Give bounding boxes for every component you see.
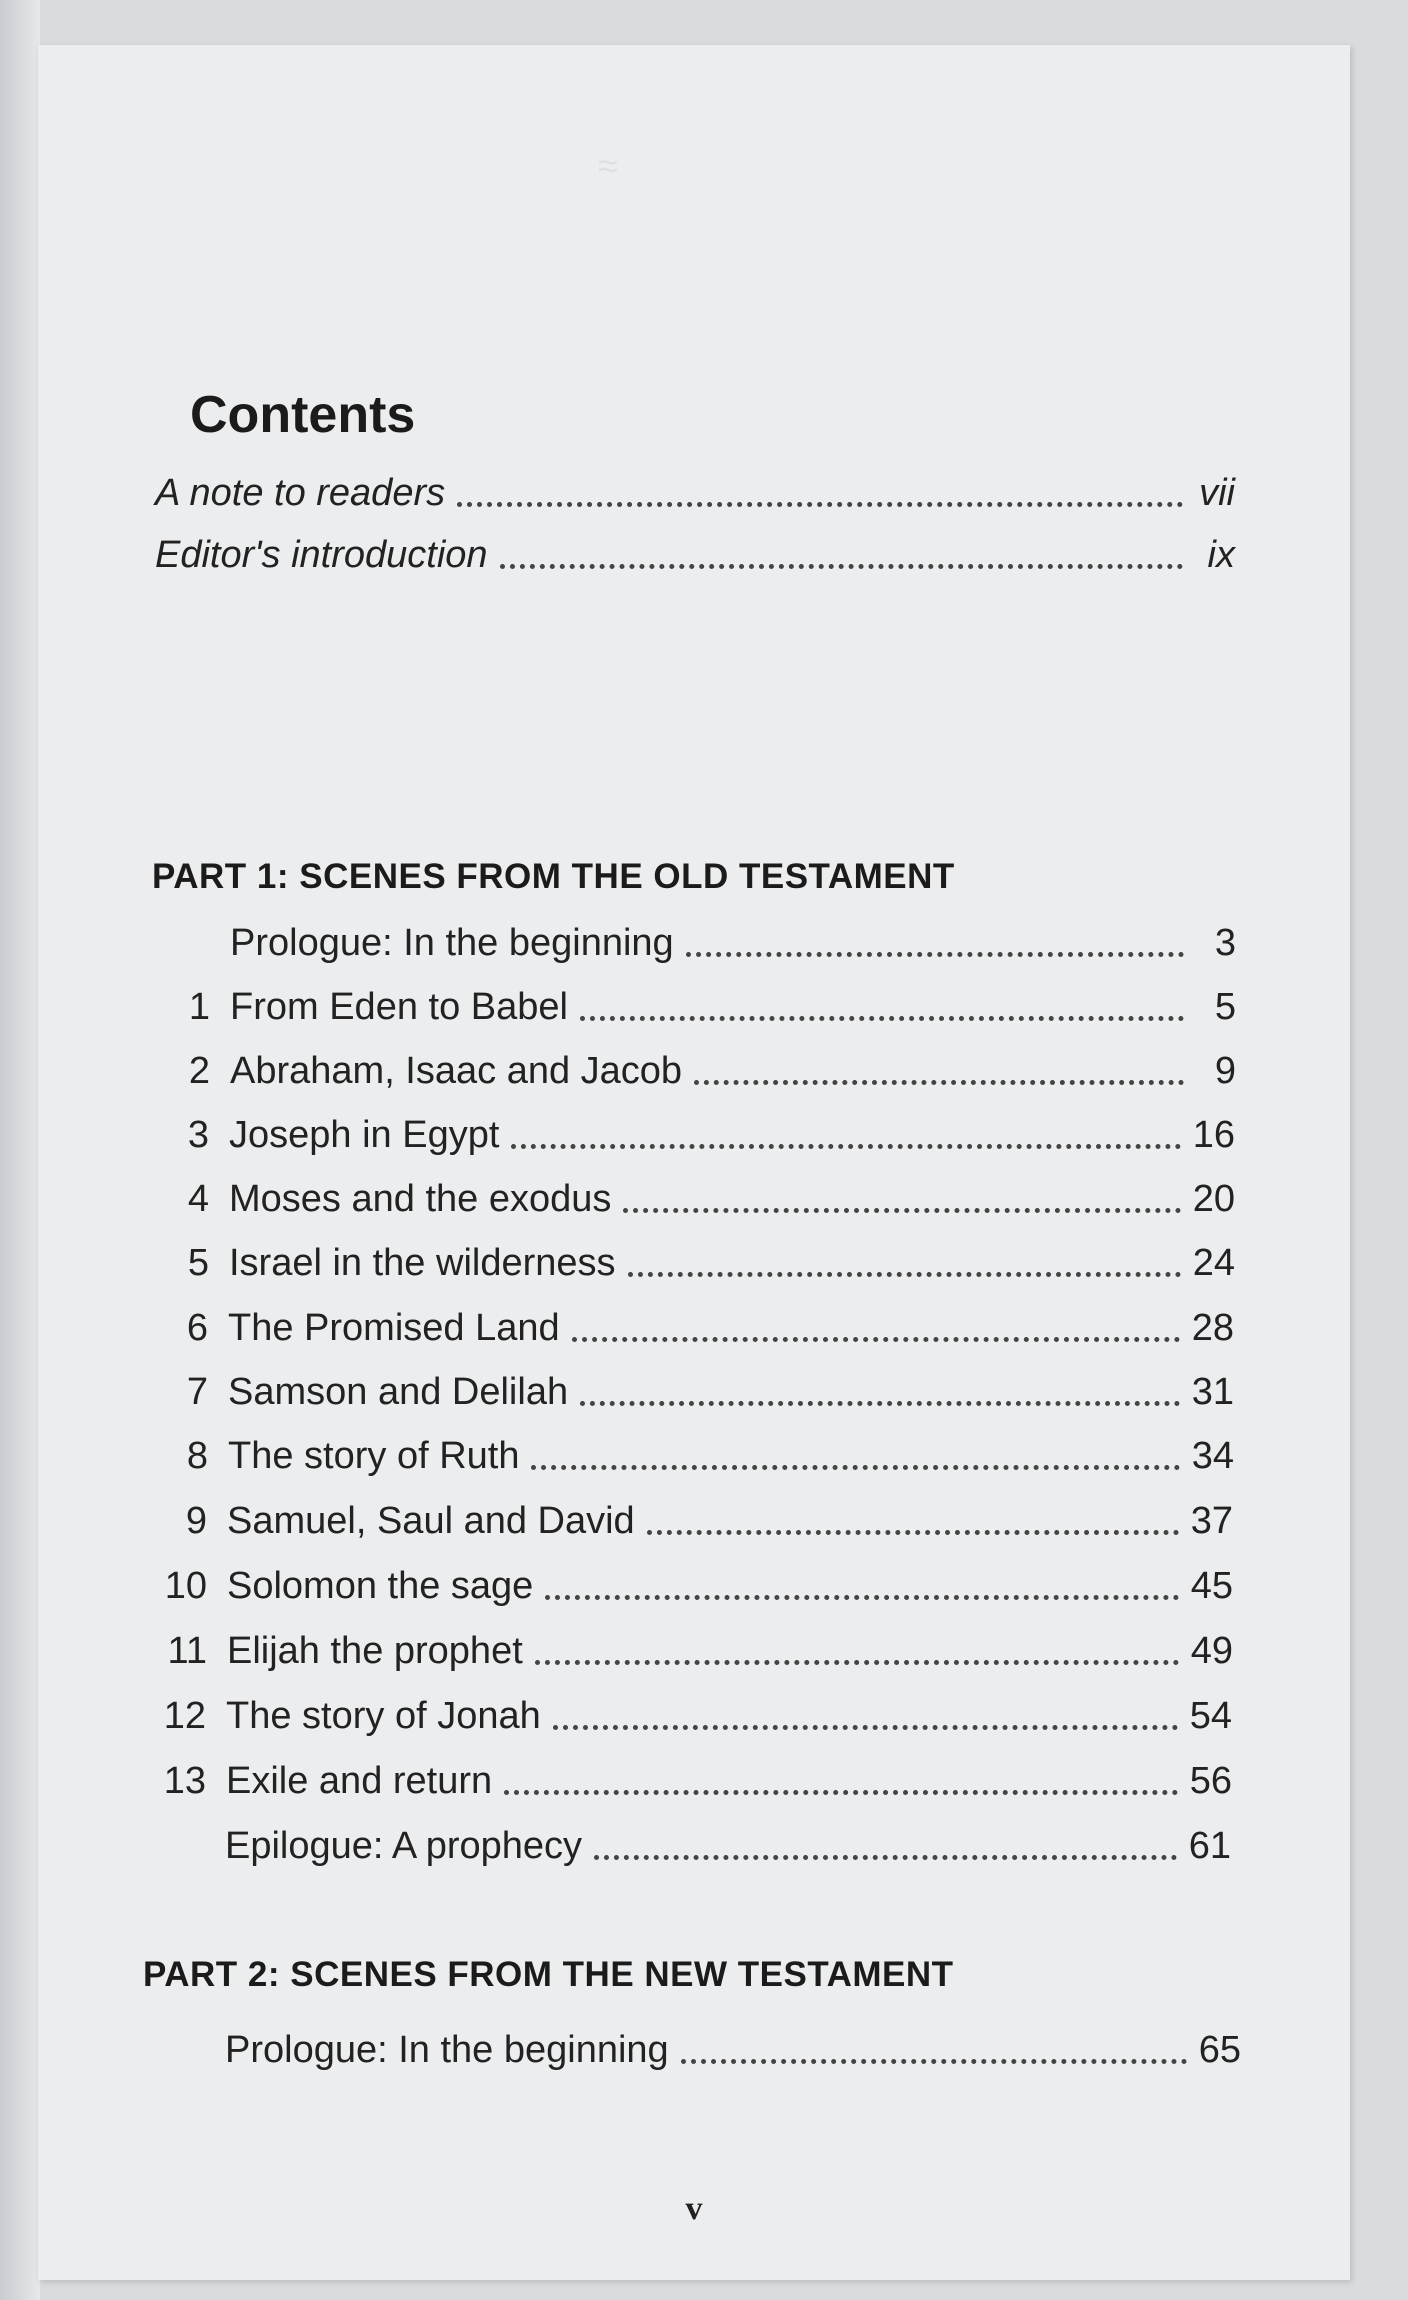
leader-dots	[572, 1293, 1180, 1342]
part-1-heading: PART 1: SCENES FROM THE OLD TESTAMENT	[152, 857, 955, 896]
chapter-number: 2	[188, 1050, 210, 1092]
toc-entry-page: 24	[1192, 1242, 1235, 1284]
toc-entry-title: Abraham, Isaac and Jacob	[230, 1050, 683, 1092]
leader-dots	[553, 1681, 1178, 1730]
toc-entry	[136, 1300, 1234, 1350]
chapter-number: 13	[163, 1760, 206, 1802]
chapter-number: 3	[187, 1114, 209, 1156]
leader-dots	[681, 2015, 1187, 2064]
page-title: Contents	[190, 386, 416, 444]
leader-dots	[504, 1746, 1178, 1795]
toc-entry-page: ix	[1207, 534, 1235, 576]
toc-entry-page: 5	[1214, 986, 1236, 1028]
leader-dots	[686, 908, 1184, 957]
leader-dots	[531, 1421, 1179, 1470]
part-2-heading: PART 2: SCENES FROM THE NEW TESTAMENT	[143, 1955, 954, 1994]
leader-dots	[535, 1616, 1179, 1665]
leader-dots	[694, 1036, 1184, 1085]
chapter-number: 1	[188, 986, 210, 1028]
leader-dots	[457, 458, 1183, 507]
toc-entry-title: From Eden to Babel	[230, 986, 568, 1028]
toc-entry-title: Joseph in Egypt	[229, 1114, 500, 1156]
toc-entry	[137, 1235, 1235, 1285]
toc-entry-front-2	[155, 527, 1235, 577]
toc-entry	[138, 915, 1236, 965]
toc-entry-title: Solomon the sage	[227, 1565, 534, 1607]
toc-entry-title: Samuel, Saul and David	[227, 1500, 635, 1542]
toc-entry	[138, 979, 1236, 1029]
leader-dots	[580, 1357, 1180, 1406]
toc-entry-title: Exile and return	[226, 1760, 493, 1802]
chapter-number: 7	[186, 1371, 208, 1413]
toc-entry-title: Samson and Delilah	[228, 1371, 569, 1413]
page-number-folio: v	[685, 2190, 703, 2227]
toc-entry	[134, 1753, 1232, 1803]
toc-entry-title: A note to readers	[155, 472, 446, 514]
toc-entry-page: 34	[1191, 1435, 1234, 1477]
toc-entry	[138, 1043, 1236, 1093]
leader-dots	[623, 1164, 1180, 1213]
toc-entry-title: The story of Jonah	[226, 1695, 541, 1737]
chapter-number: 4	[187, 1178, 209, 1220]
toc-entry-title: The story of Ruth	[228, 1435, 520, 1477]
toc-entry-title: Epilogue: A prophecy	[225, 1825, 583, 1867]
toc-entry	[136, 1428, 1234, 1478]
toc-entry-page: 20	[1192, 1178, 1235, 1220]
toc-entry-page: 45	[1190, 1565, 1233, 1607]
toc-entry-page: vii	[1199, 472, 1235, 514]
toc-entry	[133, 2022, 1241, 2072]
toc-entry-title: Editor's introduction	[155, 534, 488, 576]
toc-entry-page: 28	[1191, 1307, 1234, 1349]
toc-entry-page: 54	[1189, 1695, 1232, 1737]
book-spine-edge	[0, 0, 40, 2300]
toc-entry-front-1	[155, 465, 1235, 515]
toc-entry	[133, 1818, 1231, 1868]
book-page	[38, 45, 1350, 2280]
toc-entry-page: 65	[1198, 2029, 1241, 2071]
toc-entry-title: Israel in the wilderness	[229, 1242, 616, 1284]
leader-dots	[545, 1551, 1178, 1600]
toc-entry-title: The Promised Land	[228, 1307, 560, 1349]
toc-entry	[134, 1688, 1232, 1738]
toc-entry-page: 37	[1190, 1500, 1233, 1542]
toc-entry-title: Prologue: In the beginning	[230, 922, 674, 964]
toc-entry-page: 9	[1214, 1050, 1236, 1092]
chapter-number: 10	[164, 1565, 207, 1607]
chapter-number: 5	[187, 1242, 209, 1284]
chapter-number: 9	[185, 1500, 207, 1542]
toc-entry-page: 31	[1191, 1371, 1234, 1413]
toc-entry-page: 61	[1188, 1825, 1231, 1867]
toc-entry	[135, 1493, 1233, 1543]
chapter-number: 12	[163, 1695, 206, 1737]
chapter-number: 6	[186, 1307, 208, 1349]
toc-entry-page: 16	[1192, 1114, 1235, 1156]
leader-dots	[628, 1228, 1181, 1277]
toc-entry-page: 56	[1189, 1760, 1232, 1802]
toc-entry	[135, 1623, 1233, 1673]
leader-dots	[500, 520, 1183, 569]
toc-entry-page: 49	[1190, 1630, 1233, 1672]
chapter-number: 11	[167, 1630, 207, 1672]
toc-entry-title: Moses and the exodus	[229, 1178, 612, 1220]
toc-entry-title: Elijah the prophet	[227, 1630, 523, 1672]
toc-entry	[137, 1107, 1235, 1157]
leader-dots	[580, 972, 1184, 1021]
leader-dots	[511, 1100, 1180, 1149]
toc-entry	[137, 1171, 1235, 1221]
leader-dots	[594, 1811, 1177, 1860]
toc-entry	[135, 1558, 1233, 1608]
chapter-number: 8	[186, 1435, 208, 1477]
toc-entry-page: 3	[1214, 922, 1236, 964]
toc-entry	[136, 1364, 1234, 1414]
toc-entry-title: Prologue: In the beginning	[225, 2029, 669, 2071]
leader-dots	[647, 1486, 1179, 1535]
show-through-text: ≈	[598, 145, 618, 186]
